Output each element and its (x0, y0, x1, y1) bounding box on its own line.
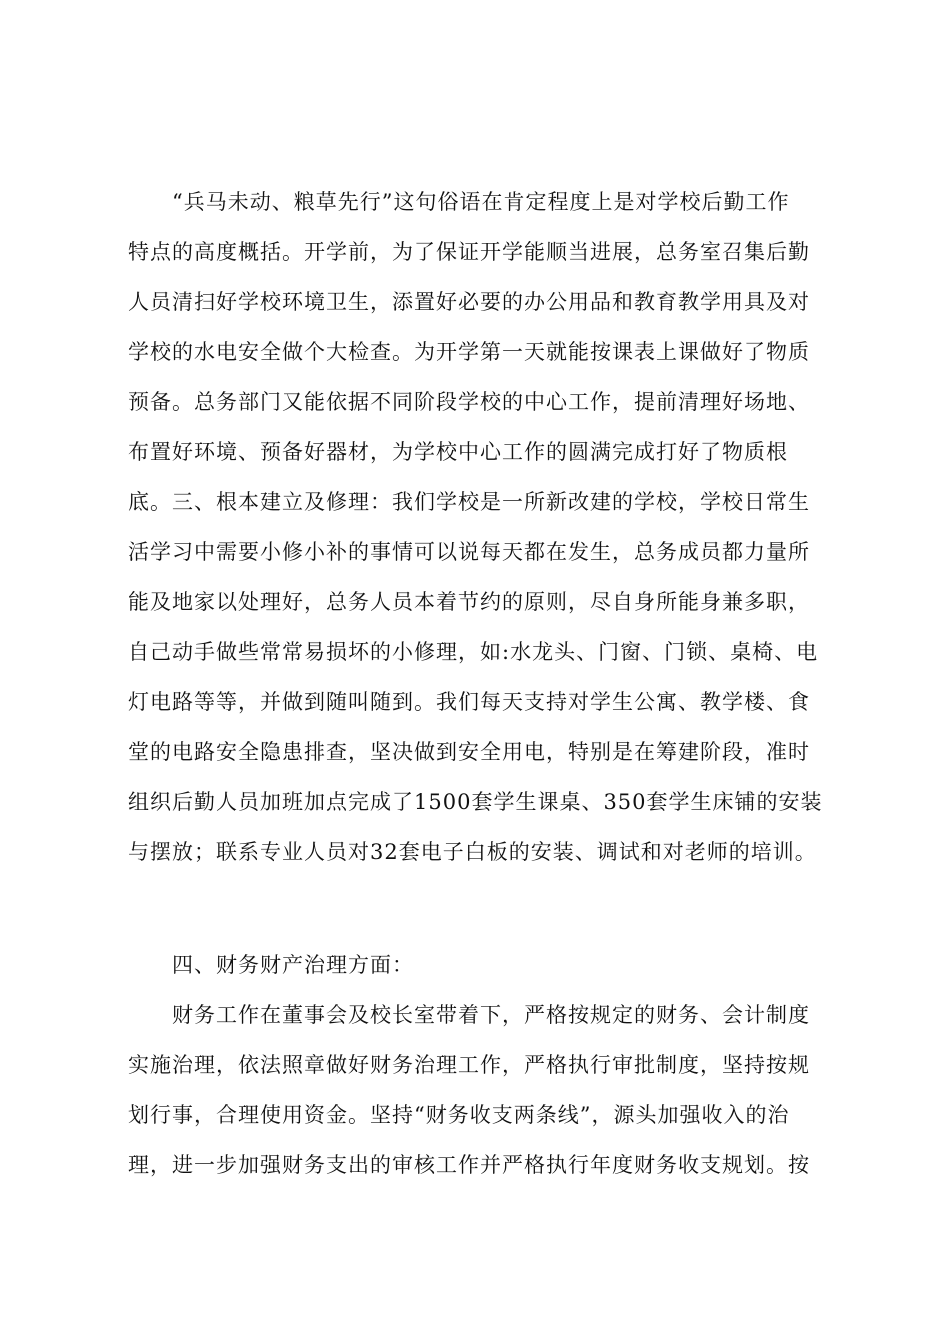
section-heading: 四、财务财产治理方面： (172, 953, 414, 977)
text-line: 人员清扫好学校环境卫生，添置好必要的办公用品和教育教学用具及对 (128, 290, 810, 314)
text-line: 灯电路等等，并做到随叫随到。我们每天支持对学生公寓、教学楼、食 (128, 690, 810, 714)
text-line: 特点的高度概括。开学前，为了保证开学能顺当进展，总务室召集后勤 (128, 240, 810, 264)
text-line: 财务工作在董事会及校长室带着下，严格按规定的财务、会计制度 (172, 1003, 810, 1027)
text-line: 学校的水电安全做个大检查。为开学第一天就能按课表上课做好了物质 (128, 340, 810, 364)
paragraph-finance (128, 990, 830, 1190)
text-line: 组织后勤人员加班加点完成了1500套学生课桌、350套学生床铺的安装 (128, 790, 823, 814)
text-line: 能及地家以处理好，总务人员本着节约的原则，尽自身所能身兼多职， (128, 590, 810, 614)
document-body (128, 177, 830, 1190)
text-line: 活学习中需要小修小补的事情可以说每天都在发生，总务成员都力量所 (128, 540, 810, 564)
text-line: 底。三、根本建立及修理：我们学校是一所新改建的学校，学校日常生 (128, 490, 810, 514)
text-line: “兵马未动、粮草先行”这句俗语在肯定程度上是对学校后勤工作 (172, 190, 790, 214)
text-line: 堂的电路安全隐患排查，坚决做到安全用电，特别是在筹建阶段，准时 (128, 740, 810, 764)
text-line: 布置好环境、预备好器材，为学校中心工作的圆满完成打好了物质根 (128, 440, 788, 464)
text-line: 自己动手做些常常易损坏的小修理，如:水龙头、门窗、门锁、桌椅、电 (128, 640, 819, 664)
text-line: 与摆放；联系专业人员对32套电子白板的安装、调试和对老师的培训。 (128, 840, 817, 864)
text-line: 划行事，合理使用资金。坚持“财务收支两条线”，源头加强收入的治 (128, 1103, 790, 1127)
paragraph-spacer (128, 877, 830, 940)
paragraph-logistics (128, 177, 830, 877)
text-line: 实施治理，依法照章做好财务治理工作，严格执行审批制度，坚持按规 (128, 1053, 810, 1077)
text-line: 预备。总务部门又能依据不同阶段学校的中心工作，提前清理好场地、 (128, 390, 810, 414)
text-line: 理，进一步加强财务支出的审核工作并严格执行年度财务收支规划。按 (128, 1153, 810, 1177)
